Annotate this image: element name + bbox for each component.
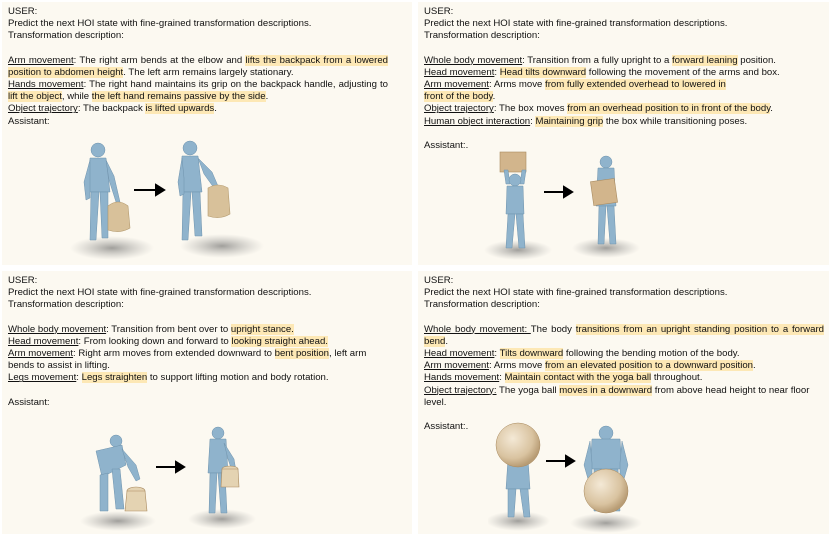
- assistant-label: Assistant:.: [424, 139, 469, 151]
- hands-movement-line: Hands movement: Maintain contact with the yoga ball throughout.: [424, 372, 703, 384]
- arm-movement-line: Arm movement: Arms move from fully extended overhead to lowered in front of the body.: [424, 79, 726, 103]
- arrow-icon: [156, 462, 184, 472]
- transformation-label: Transformation description:: [8, 299, 124, 311]
- human-figure-before: [506, 459, 530, 517]
- human-figure-before: [504, 170, 526, 248]
- yoga-ball-before: [496, 423, 540, 467]
- stool-scene: [72, 425, 272, 533]
- arrow-icon: [546, 456, 574, 466]
- head-movement-line: Head movement: From looking down and forward to looking straight ahead.: [8, 335, 328, 347]
- arm-movement-line: Arm movement: The right arm bends at the elbow and lifts the backpack from a lowered position to abdomen height. The left arm remains largely stationary.: [8, 54, 388, 78]
- whole-body-movement-line: Whole body movement: The body transitions from an upright standing position to a forward bend.: [424, 323, 824, 347]
- yoga-ball-scene: [488, 419, 658, 533]
- prompt-text: Predict the next HOI state with fine-grained transformation descriptions.: [8, 287, 312, 299]
- arrow-icon: [544, 187, 572, 197]
- head-movement-line: Head movement: Tilts downward following the bending motion of the body.: [424, 348, 740, 360]
- transformation-label: Transformation description:: [424, 299, 540, 311]
- whole-body-movement-line: Whole body movement: Transition from bent over to upright stance.: [8, 323, 294, 335]
- object-trajectory-line: Object trajectory: The box moves from an overhead position to in front of the body.: [424, 103, 773, 115]
- stool-after: [221, 466, 239, 487]
- head-movement-line: Head movement: Head tilts downward following the movement of the arms and box.: [424, 66, 780, 78]
- panel-stool: [2, 271, 412, 534]
- box-scene: [478, 150, 648, 264]
- whole-body-movement-line: Whole body movement: Transition from a fully upright to a forward leaning position.: [424, 54, 776, 66]
- hands-movement-line: Hands movement: The right hand maintains its grip on the backpack handle, adjusting to lift the object, while the left hand remains passive by the side.: [8, 79, 388, 103]
- arm-movement-line: Arm movement: Right arm moves from extended downward to bent position, left arm bends to assist in lifting.: [8, 348, 367, 372]
- box-after: [590, 178, 617, 205]
- backpack-before: [108, 202, 130, 232]
- prompt-text: Predict the next HOI state with fine-grained transformation descriptions.: [424, 18, 728, 30]
- user-label: USER:: [424, 275, 454, 286]
- object-trajectory-line: Object trajectory: The backpack is lifted upwards.: [8, 103, 217, 115]
- human-object-interaction-line: Human object interaction: Maintaining grip the box while transitioning poses.: [424, 115, 748, 127]
- user-label: USER:: [8, 275, 38, 286]
- arrow-icon: [134, 185, 164, 195]
- panel-yoga-ball: [418, 271, 829, 534]
- box-before: [500, 152, 526, 172]
- assistant-label: Assistant:: [8, 396, 50, 408]
- panel-backpack: [2, 2, 412, 265]
- object-trajectory-line: Object trajectory: The yoga ball moves in a downward from above head height to near floor level.: [424, 384, 810, 408]
- arm-movement-line: Arm movement: Arms move from an elevated position to a downward position.: [424, 360, 756, 372]
- legs-movement-line: Legs movement: Legs straighten to support lifting motion and body rotation.: [8, 372, 329, 384]
- assistant-label: Assistant:: [8, 115, 50, 127]
- user-label: USER:: [424, 6, 454, 17]
- backpack-scene: [52, 136, 272, 264]
- panel-box: [418, 2, 829, 265]
- transformation-label: Transformation description:: [424, 30, 540, 42]
- assistant-label: Assistant:.: [424, 421, 469, 433]
- prompt-text: Predict the next HOI state with fine-grained transformation descriptions.: [424, 287, 728, 299]
- transformation-label: Transformation description:: [8, 30, 124, 42]
- yoga-ball-after: [584, 469, 628, 513]
- backpack-after: [208, 185, 230, 218]
- stool-before: [125, 487, 147, 511]
- user-label: USER:: [8, 6, 38, 17]
- prompt-text: Predict the next HOI state with fine-grained transformation descriptions.: [8, 18, 312, 30]
